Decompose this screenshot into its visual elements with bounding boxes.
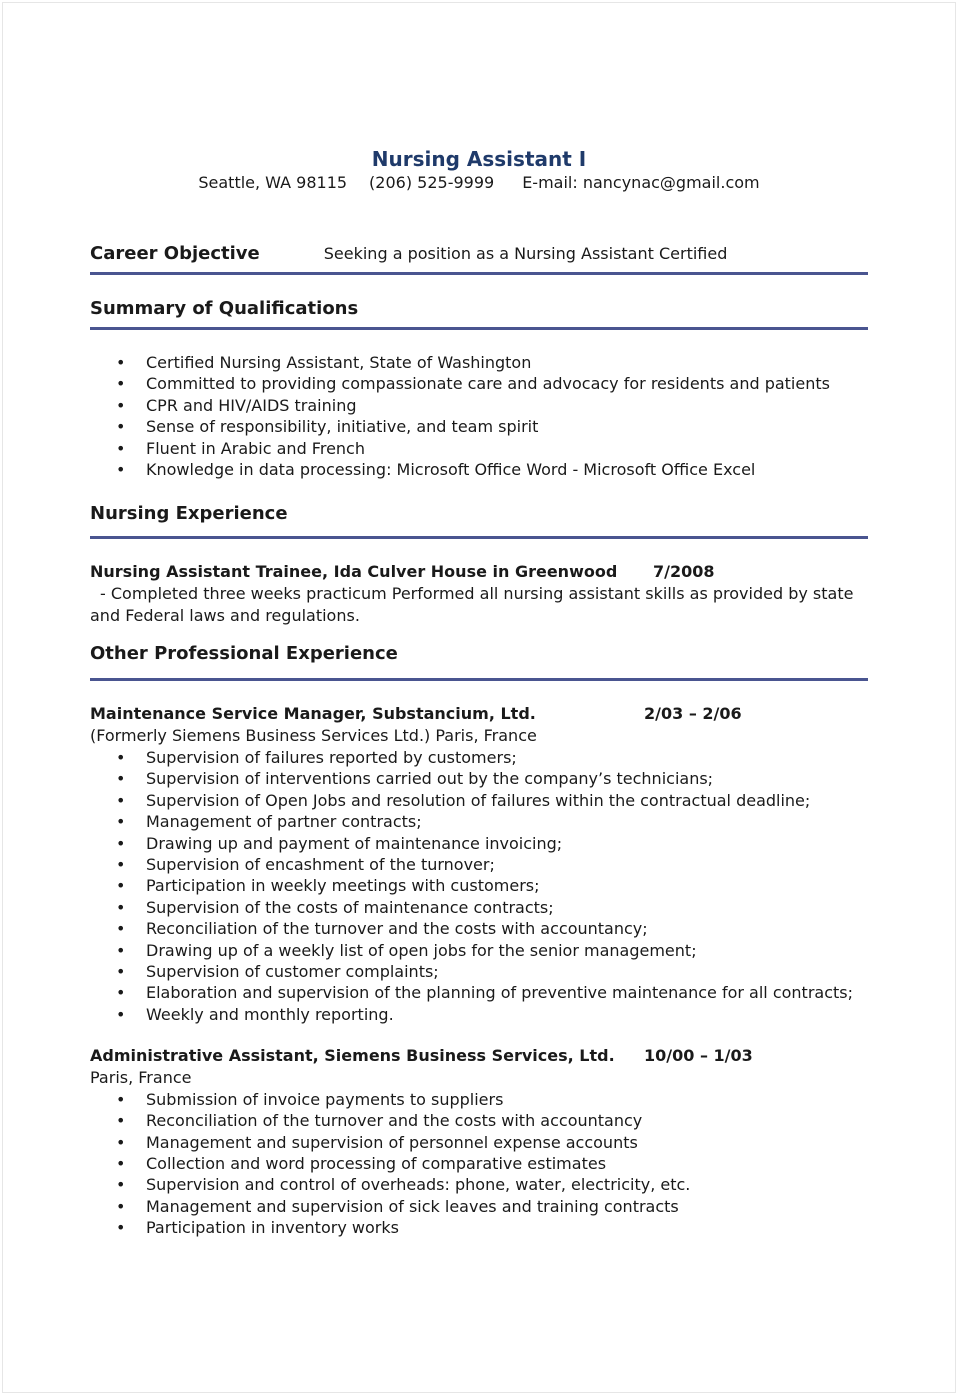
job-heading [90, 1045, 868, 1067]
list-item: • Participation in inventory works [90, 1217, 868, 1238]
job-duties-list [90, 1089, 868, 1239]
career-objective-text: Seeking a position as a Nursing Assistant Certified [323, 244, 728, 263]
list-item: • Supervision of failures reported by customers; [90, 747, 868, 768]
job-title: Administrative Assistant, Siemens Business Services, Ltd. [90, 1046, 615, 1066]
location-text: Seattle, WA 98115 [198, 173, 348, 192]
qualifications-section-head [90, 297, 868, 330]
list-item: • Supervision of encashment of the turnover; [90, 854, 868, 875]
list-item: • Knowledge in data processing: Microsoft Office Word - Microsoft Office Excel [90, 459, 868, 480]
career-objective-title: Career Objective [90, 243, 260, 264]
job-description [90, 583, 868, 626]
job-date: 7/2008 [653, 562, 715, 582]
career-objective-section [90, 242, 868, 275]
list-item: • Fluent in Arabic and French [90, 438, 868, 459]
list-item: • Supervision of interventions carried out by the company’s technicians; [90, 768, 868, 789]
qualifications-title: Summary of Qualifications [90, 298, 359, 319]
list-item: • Management of partner contracts; [90, 811, 868, 832]
list-item: • Supervision of the costs of maintenance contracts; [90, 897, 868, 918]
list-item: • Participation in weekly meetings with customers; [90, 875, 868, 896]
list-item: • Elaboration and supervision of the planning of preventive maintenance for all contracts; [90, 982, 868, 1003]
resume-header [90, 146, 868, 194]
job-title: Maintenance Service Manager, Substancium, Ltd. [90, 704, 536, 724]
list-item: • Submission of invoice payments to suppliers [90, 1089, 868, 1110]
nursing-experience-section-head [90, 502, 868, 539]
resume-document [90, 146, 868, 1239]
job-heading [90, 703, 868, 725]
list-item: • Sense of responsibility, initiative, and team spirit [90, 416, 868, 437]
job-description-line: - Completed three weeks practicum Performed all nursing assistant skills as provided by state [100, 584, 854, 604]
list-item: • Supervision and control of overheads: phone, water, electricity, etc. [90, 1174, 868, 1195]
list-item: • CPR and HIV/AIDS training [90, 395, 868, 416]
list-item: • Supervision of customer complaints; [90, 961, 868, 982]
job-date: 10/00 – 1/03 [644, 1046, 753, 1066]
job-description-line: and Federal laws and regulations. [90, 605, 360, 625]
list-item: • Supervision of Open Jobs and resolution of failures within the contractual deadline; [90, 790, 868, 811]
list-item: • Drawing up and payment of maintenance invoicing; [90, 833, 868, 854]
list-item: • Management and supervision of personnel expense accounts [90, 1132, 868, 1153]
other-experience-section-head [90, 642, 868, 681]
list-item: • Collection and word processing of comparative estimates [90, 1153, 868, 1174]
list-item: • Drawing up of a weekly list of open jobs for the senior management; [90, 940, 868, 961]
email-text: E-mail: nancynac@gmail.com [522, 173, 760, 192]
list-item: • Reconciliation of the turnover and the costs with accountancy; [90, 918, 868, 939]
job-subtitle: (Formerly Siemens Business Services Ltd.) Paris, France [90, 726, 537, 746]
job-date: 2/03 – 2/06 [644, 704, 742, 724]
qualifications-list [90, 352, 868, 480]
job-title: Nursing Assistant Trainee, Ida Culver House in Greenwood [90, 562, 618, 582]
phone-text: (206) 525-9999 [369, 173, 495, 192]
job-heading [90, 561, 868, 583]
nursing-experience-title: Nursing Experience [90, 503, 288, 525]
contact-line [90, 172, 868, 194]
list-item: • Committed to providing compassionate care and advocacy for residents and patients [90, 373, 868, 394]
list-item: • Management and supervision of sick leaves and training contracts [90, 1196, 868, 1217]
job-duties-list [90, 747, 868, 1025]
other-experience-title: Other Professional Experience [90, 643, 398, 665]
list-item: • Weekly and monthly reporting. [90, 1004, 868, 1025]
list-item: • Certified Nursing Assistant, State of Washington [90, 352, 868, 373]
list-item: • Reconciliation of the turnover and the costs with accountancy [90, 1110, 868, 1131]
resume-name: Nursing Assistant I [371, 147, 587, 171]
job-subtitle: Paris, France [90, 1068, 192, 1088]
